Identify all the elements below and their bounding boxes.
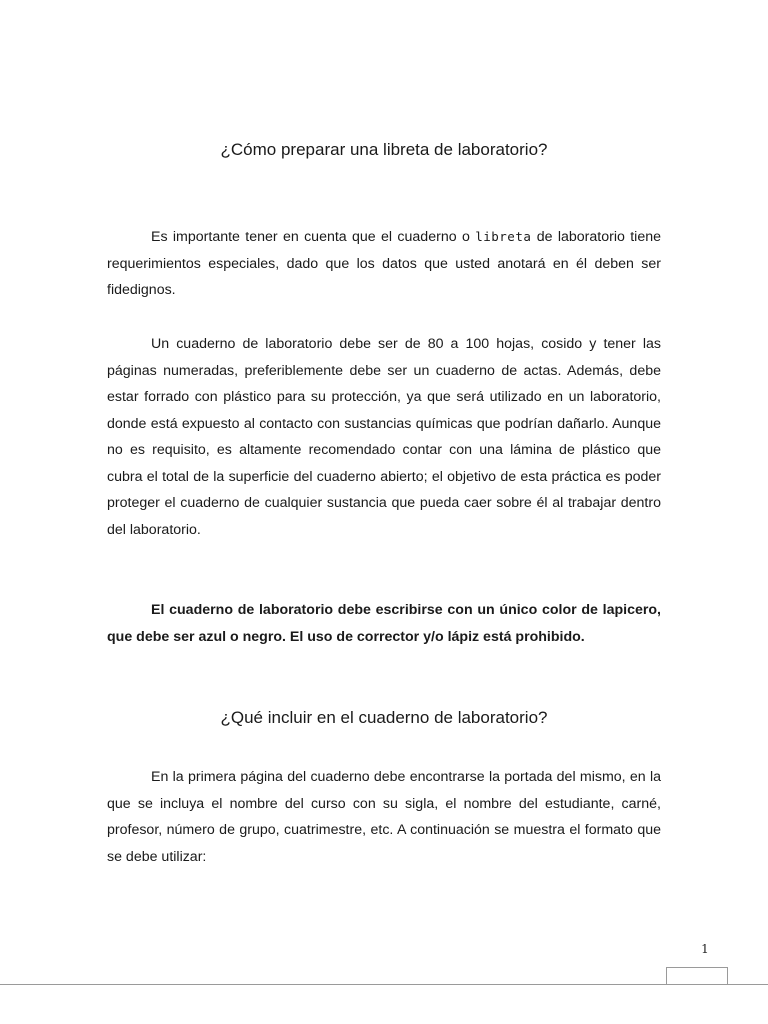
paragraph-ink-rule-text: El cuaderno de laboratorio debe escribirse con un único color de lapicero, que debe ser azul o negro. El uso de corrector y/o lápiz está prohibido.: [107, 602, 661, 645]
section-heading-how-to-prepare: ¿Cómo preparar una libreta de laboratorio?: [220, 140, 548, 159]
paragraph-ink-rule: [107, 597, 661, 650]
paragraph-intro-text-b: de laboratorio tiene requerimientos especiales, dado que los datos que usted anotará en él deben ser fidedignos.: [107, 229, 661, 298]
paragraph-intro-text-a: Es importante tener en cuenta que el cuaderno o: [151, 229, 476, 245]
paragraph-intro: [107, 224, 661, 304]
paragraph-notebook-requirements-text: Un cuaderno de laboratorio debe ser de 80 a 100 hojas, cosido y tener las páginas numeradas, preferiblemente debe ser un cuaderno de actas. Además, debe estar forrado con plástico para su protección, ya que será utilizado en un laboratorio, donde está expuesto al contacto con sustancias químicas que podrían dañarlo. Aunque no es requisito, es altamente recomendado contar con una lámina de plástico que cubra el total de la superficie del cuaderno abierto; el objetivo de esta práctica es poder proteger el cuaderno de cualquier sustancia que pueda caer sobre él al trabajar dentro del laboratorio.: [107, 336, 661, 538]
paragraph-first-page-text: En la primera página del cuaderno debe encontrarse la portada del mismo, en la que se incluya el nombre del curso con su sigla, el nombre del estudiante, carné, profesor, número de grupo, cuatrimestre, etc. A continuación se muestra el formato que se debe utilizar:: [107, 769, 661, 865]
footer-tab: [666, 967, 728, 985]
section-heading-what-to-include: ¿Qué incluir en el cuaderno de laboratorio?: [220, 708, 548, 727]
paragraph-intro-mono-word: libreta: [475, 229, 532, 244]
paragraph-first-page: [107, 764, 661, 870]
footer-divider: [0, 984, 768, 985]
paragraph-notebook-requirements: [107, 331, 661, 543]
page-number: 1: [701, 942, 709, 956]
